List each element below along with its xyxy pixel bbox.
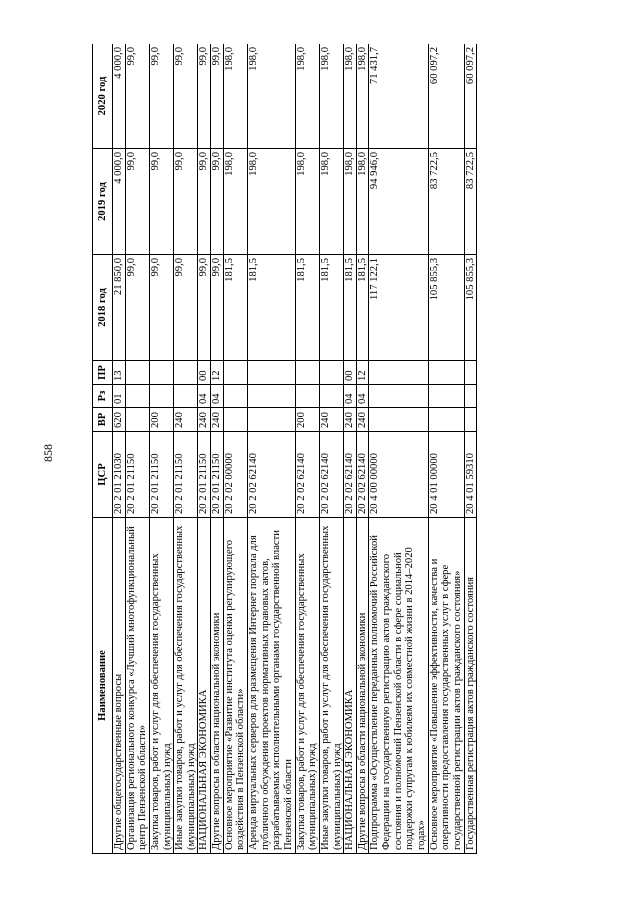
cell-rz	[295, 385, 319, 408]
cell-vr	[464, 408, 477, 432]
cell-name: Другие общегосударственные вопросы	[113, 518, 126, 854]
cell-pr	[428, 361, 464, 385]
rotated-page-frame	[92, 44, 562, 854]
table-row	[344, 44, 357, 854]
table-row	[174, 44, 198, 854]
cell-name: Закупка товаров, работ и услуг для обеспечения государственных (муниципальных) нужд	[149, 518, 173, 854]
cell-csr: 20 2 02 62140	[319, 432, 343, 518]
table-row	[211, 44, 224, 854]
cell-pr	[295, 361, 319, 385]
cell-2019: 83 722,5	[428, 149, 464, 255]
cell-name: Подпрограмма «Осуществление переданных полномочий Российской Федерации на государственную регистрацию актов гражданского состояния и полномочий Пензенской области в сфере социальной поддержки супругам к юбилеям их совместной жизни в 2014–2020 годах»	[369, 518, 428, 854]
cell-csr: 20 2 01 21150	[174, 432, 198, 518]
cell-rz	[319, 385, 343, 408]
budget-table	[92, 44, 477, 854]
cell-2020: 198,0	[356, 44, 369, 149]
table-row	[319, 44, 343, 854]
cell-pr: 00	[198, 361, 211, 385]
cell-pr	[248, 361, 296, 385]
cell-vr: 240	[174, 408, 198, 432]
rotated-table-container	[92, 44, 562, 854]
cell-pr	[464, 361, 477, 385]
cell-2018: 99,0	[198, 255, 211, 361]
cell-2019: 94 946,0	[369, 149, 428, 255]
cell-name: Иные закупки товаров, работ и услуг для обеспечения государственных (муниципальных) нужд	[174, 518, 198, 854]
cell-2019: 83 722,5	[464, 149, 477, 255]
cell-rz: 01	[113, 385, 126, 408]
cell-pr	[319, 361, 343, 385]
table-row	[113, 44, 126, 854]
cell-2020: 60 097,2	[428, 44, 464, 149]
cell-2018: 99,0	[211, 255, 224, 361]
cell-csr: 20 4 01 00000	[428, 432, 464, 518]
cell-2019: 4 000,0	[113, 149, 126, 255]
cell-pr: 12	[356, 361, 369, 385]
cell-vr	[248, 408, 296, 432]
cell-2018: 105 855,3	[428, 255, 464, 361]
cell-vr: 240	[344, 408, 357, 432]
cell-pr	[125, 361, 149, 385]
cell-2019: 198,0	[319, 149, 343, 255]
cell-vr: 240	[356, 408, 369, 432]
cell-2019: 198,0	[295, 149, 319, 255]
cell-2018: 181,5	[295, 255, 319, 361]
cell-pr: 13	[113, 361, 126, 385]
cell-csr: 20 2 01 21030	[113, 432, 126, 518]
cell-2018: 21 850,0	[113, 255, 126, 361]
table-row	[248, 44, 296, 854]
cell-name: Государственная регистрация актов гражданского состояния	[464, 518, 477, 854]
cell-name: Основное мероприятие «Развитие института оценки регулирующего воздействия в Пензенской области»	[223, 518, 247, 854]
cell-rz	[174, 385, 198, 408]
cell-2020: 99,0	[211, 44, 224, 149]
cell-pr	[223, 361, 247, 385]
header-name: Наименование	[93, 518, 113, 854]
cell-2020: 99,0	[149, 44, 173, 149]
cell-2019: 99,0	[125, 149, 149, 255]
cell-rz: 04	[211, 385, 224, 408]
cell-2019: 99,0	[149, 149, 173, 255]
cell-2020: 4 000,0	[113, 44, 126, 149]
cell-csr: 20 2 02 62140	[248, 432, 296, 518]
cell-2020: 198,0	[248, 44, 296, 149]
cell-rz	[149, 385, 173, 408]
cell-2020: 99,0	[174, 44, 198, 149]
cell-2019: 198,0	[356, 149, 369, 255]
cell-vr: 240	[211, 408, 224, 432]
cell-csr: 20 2 02 00000	[223, 432, 247, 518]
cell-2018: 99,0	[149, 255, 173, 361]
table-row	[369, 44, 428, 854]
cell-2020: 99,0	[198, 44, 211, 149]
cell-csr: 20 2 01 21150	[198, 432, 211, 518]
cell-name: НАЦИОНАЛЬНАЯ ЭКОНОМИКА	[344, 518, 357, 854]
cell-pr	[369, 361, 428, 385]
cell-2019: 198,0	[248, 149, 296, 255]
cell-vr: 620	[113, 408, 126, 432]
cell-csr: 20 2 02 62140	[295, 432, 319, 518]
cell-2018: 181,5	[248, 255, 296, 361]
cell-2019: 198,0	[223, 149, 247, 255]
cell-csr: 20 2 02 62140	[356, 432, 369, 518]
table-row	[428, 44, 464, 854]
cell-rz	[223, 385, 247, 408]
cell-csr: 20 2 01 21150	[149, 432, 173, 518]
header-rz: Рз	[93, 385, 113, 408]
cell-2019: 99,0	[198, 149, 211, 255]
cell-name: Аренда виртуальных серверов для размещения Интернет портала для публичного обсуждения проектов нормативных правовых актов, разрабатываемых исполнительными органами государственной власти Пензенской области	[248, 518, 296, 854]
cell-2018: 117 122,1	[369, 255, 428, 361]
cell-name: Закупка товаров, работ и услуг для обеспечения государственных (муниципальных) нужд	[295, 518, 319, 854]
cell-name: Организация регионального конкурса «Лучший многофункциональный центр Пензенской области»	[125, 518, 149, 854]
cell-2020: 198,0	[223, 44, 247, 149]
cell-2020: 60 097,2	[464, 44, 477, 149]
cell-2018: 181,5	[223, 255, 247, 361]
header-year-2020: 2020 год	[93, 44, 113, 149]
header-year-2018: 2018 год	[93, 255, 113, 361]
cell-name: Другие вопросы в области национальной экономики	[211, 518, 224, 854]
cell-rz	[125, 385, 149, 408]
cell-vr	[125, 408, 149, 432]
cell-name: НАЦИОНАЛЬНАЯ ЭКОНОМИКА	[198, 518, 211, 854]
cell-rz	[369, 385, 428, 408]
cell-vr: 200	[295, 408, 319, 432]
table-row	[149, 44, 173, 854]
cell-csr: 20 2 02 62140	[344, 432, 357, 518]
cell-pr: 12	[211, 361, 224, 385]
header-pr: ПР	[93, 361, 113, 385]
cell-2018: 99,0	[174, 255, 198, 361]
cell-2020: 198,0	[295, 44, 319, 149]
header-vr: ВР	[93, 408, 113, 432]
cell-vr	[428, 408, 464, 432]
cell-vr	[369, 408, 428, 432]
cell-vr: 240	[319, 408, 343, 432]
cell-csr: 20 2 01 21150	[211, 432, 224, 518]
cell-2018: 181,5	[319, 255, 343, 361]
cell-name: Другие вопросы в области национальной экономики	[356, 518, 369, 854]
cell-2019: 198,0	[344, 149, 357, 255]
table-header-row	[93, 44, 113, 854]
cell-name: Иные закупки товаров, работ и услуг для обеспечения государственных (муниципальных) нужд	[319, 518, 343, 854]
cell-rz: 04	[198, 385, 211, 408]
cell-vr	[223, 408, 247, 432]
header-year-2019: 2019 год	[93, 149, 113, 255]
cell-pr	[174, 361, 198, 385]
cell-2019: 99,0	[174, 149, 198, 255]
cell-2019: 99,0	[211, 149, 224, 255]
cell-2018: 105 855,3	[464, 255, 477, 361]
table-row	[223, 44, 247, 854]
table-row	[295, 44, 319, 854]
cell-2020: 198,0	[344, 44, 357, 149]
cell-rz: 04	[344, 385, 357, 408]
cell-2018: 181,5	[356, 255, 369, 361]
cell-pr: 00	[344, 361, 357, 385]
table-row	[356, 44, 369, 854]
cell-csr: 20 4 00 00000	[369, 432, 428, 518]
cell-rz	[248, 385, 296, 408]
cell-vr: 200	[149, 408, 173, 432]
table-row	[464, 44, 477, 854]
cell-name: Основное мероприятие «Повышение эффективности, качества и оперативности предоставления государственных услуг в сфере государственной регистрации актов гражданского состояния»	[428, 518, 464, 854]
cell-2020: 198,0	[319, 44, 343, 149]
cell-rz	[464, 385, 477, 408]
cell-pr	[149, 361, 173, 385]
page-number: 858	[41, 444, 55, 462]
cell-rz: 04	[356, 385, 369, 408]
header-csr: ЦСР	[93, 432, 113, 518]
cell-2018: 181,5	[344, 255, 357, 361]
cell-csr: 20 4 01 59310	[464, 432, 477, 518]
cell-csr: 20 2 01 21150	[125, 432, 149, 518]
table-row	[198, 44, 211, 854]
cell-2020: 99,0	[125, 44, 149, 149]
cell-rz	[428, 385, 464, 408]
cell-2020: 71 431,7	[369, 44, 428, 149]
cell-vr: 240	[198, 408, 211, 432]
cell-2018: 99,0	[125, 255, 149, 361]
table-row	[125, 44, 149, 854]
